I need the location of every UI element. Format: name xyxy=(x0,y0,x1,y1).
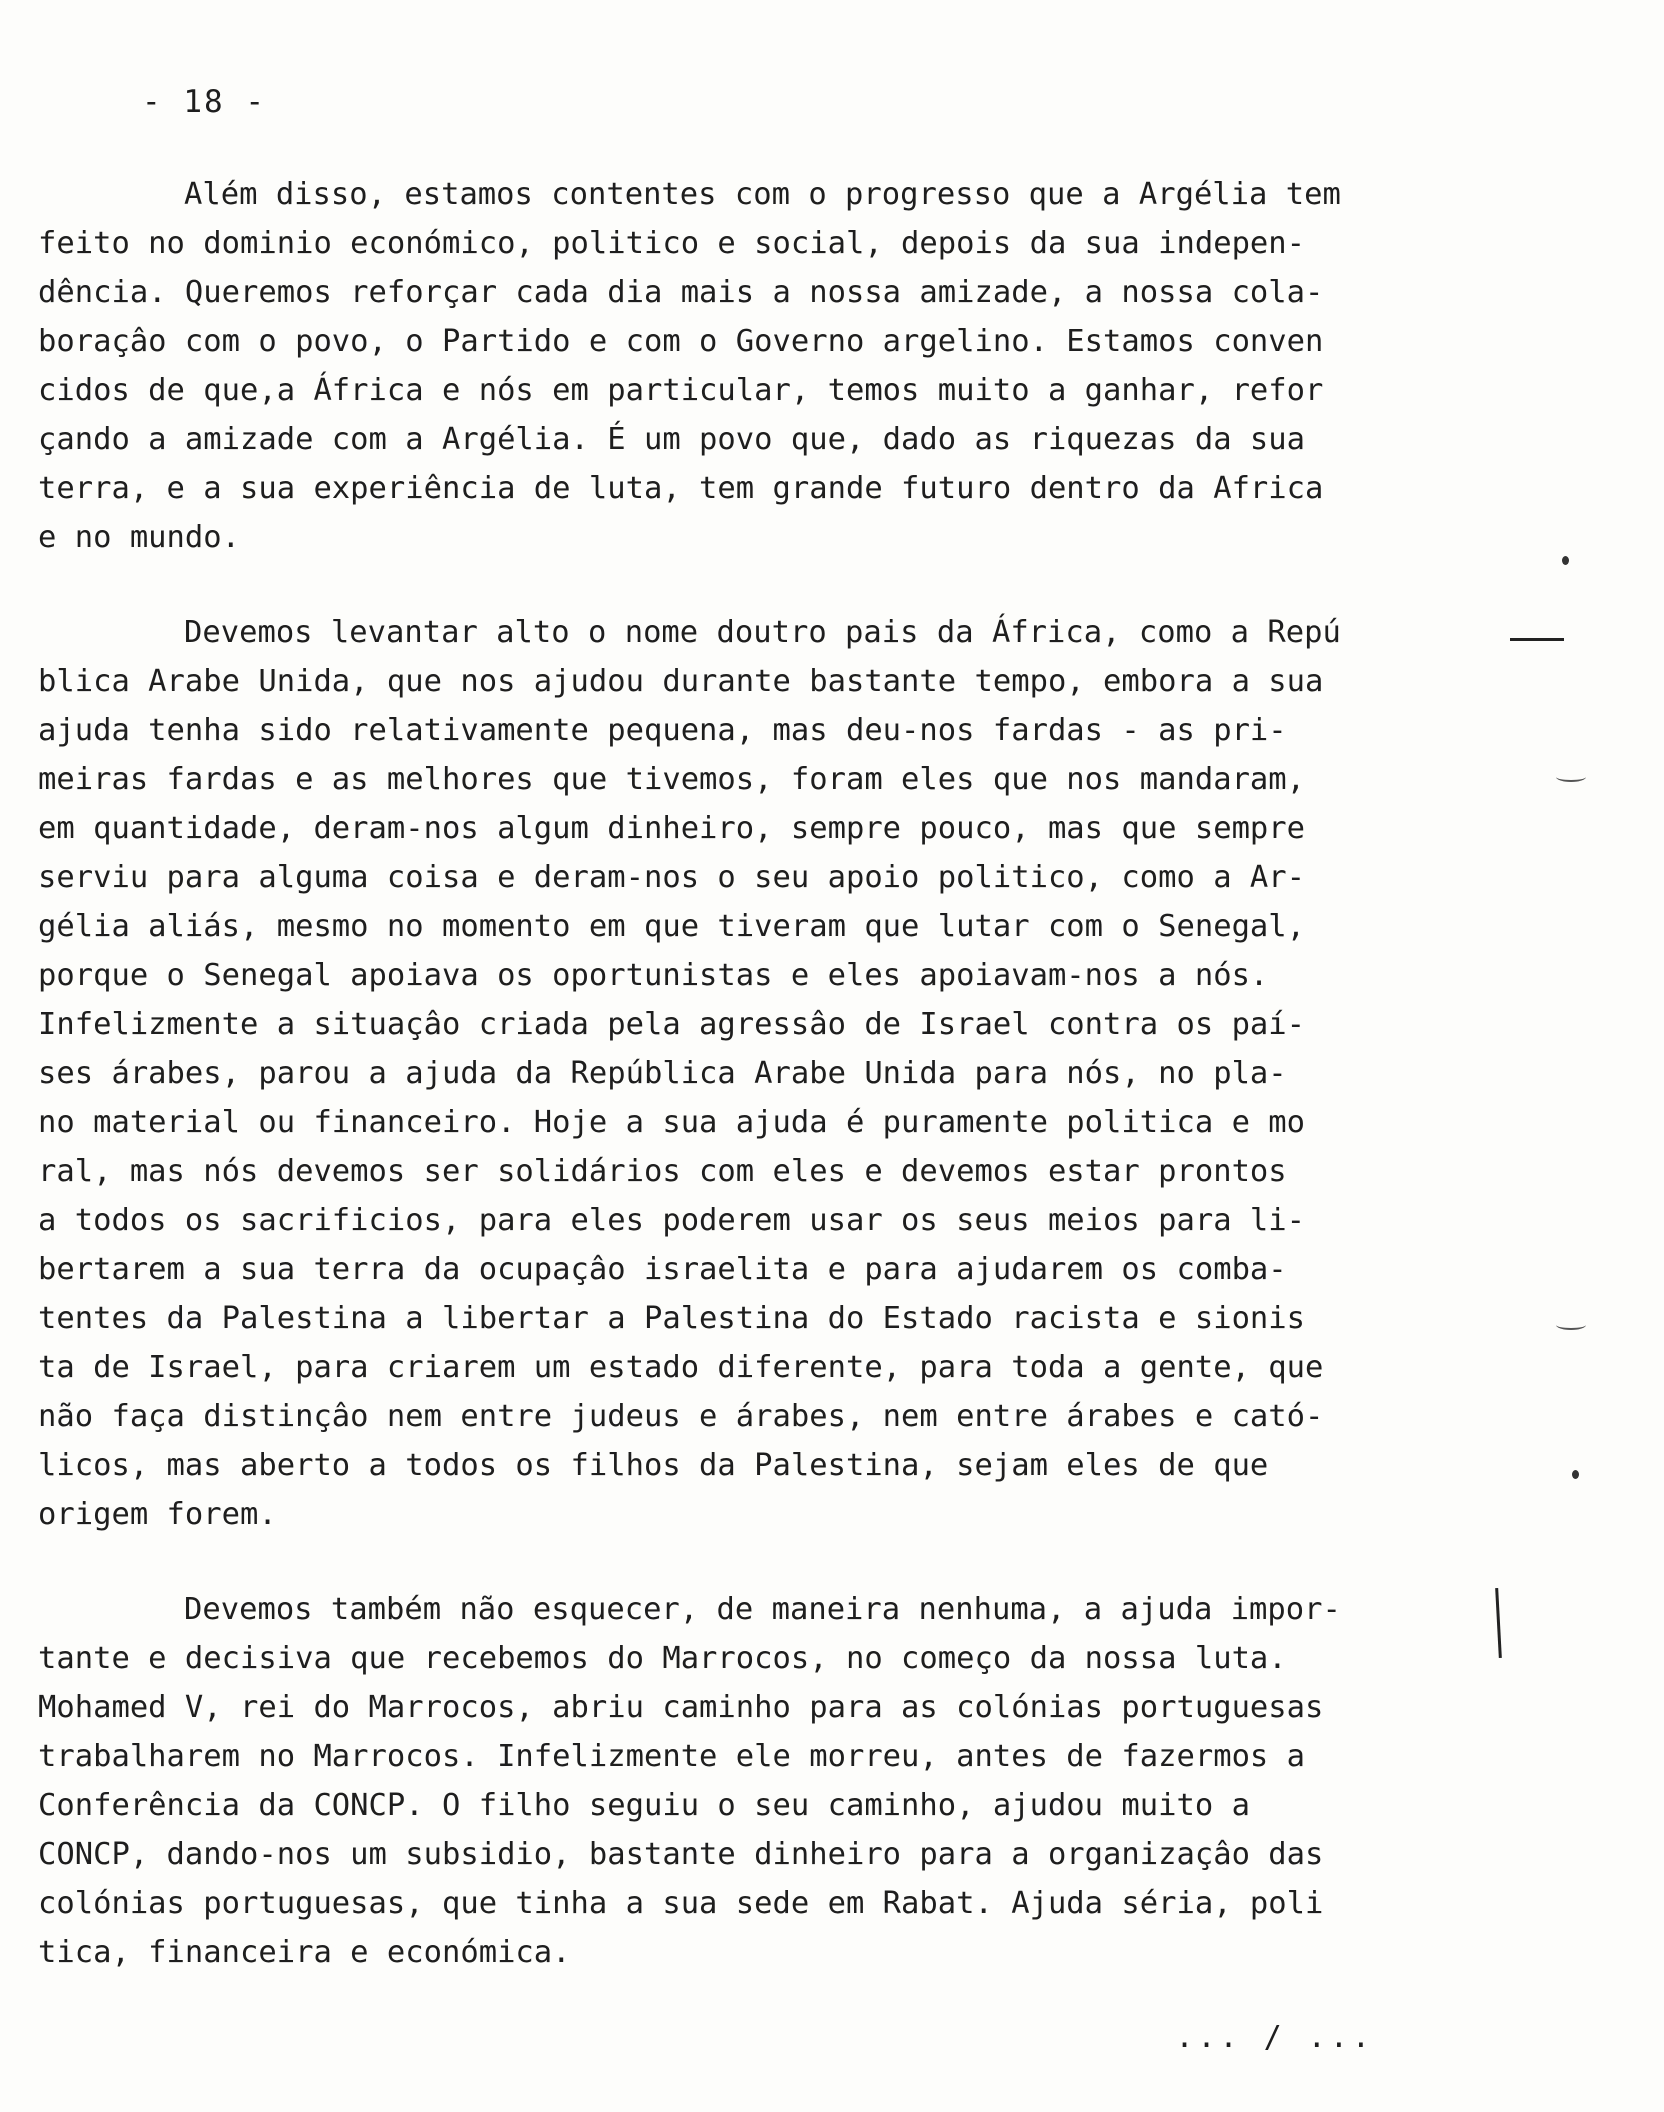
paragraph-3 xyxy=(38,1585,1518,1977)
text-line: CONCP, dando-nos um subsidio, bastante dinheiro para a organizaçâo das xyxy=(38,1837,1324,1872)
paragraph-1 xyxy=(38,170,1518,562)
text-line: porque o Senegal apoiava os oportunistas e eles apoiavam-nos a nós. xyxy=(38,958,1269,993)
text-line: dência. Queremos reforçar cada dia mais a nossa amizade, a nossa cola- xyxy=(38,275,1324,310)
continuation-marker: ... / ... xyxy=(1175,2020,1374,2055)
page-number: - 18 - xyxy=(142,84,266,120)
text-line: meiras fardas e as melhores que tivemos, foram eles que nos mandaram, xyxy=(38,762,1306,797)
text-line: e no mundo. xyxy=(38,520,240,555)
text-line: trabalharem no Marrocos. Infelizmente ele morreu, antes de fazermos a xyxy=(38,1739,1306,1774)
margin-dot-mark xyxy=(1562,556,1569,565)
text-line: a todos os sacrificios, para eles poderem usar os seus meios para li- xyxy=(38,1203,1306,1238)
text-line: feito no dominio económico, politico e social, depois da sua indepen- xyxy=(38,226,1306,261)
margin-dash-mark xyxy=(1510,638,1564,641)
text-line: tante e decisiva que recebemos do Marrocos, no começo da nossa luta. xyxy=(38,1641,1287,1676)
margin-dot-mark xyxy=(1572,1470,1579,1479)
text-line: Além disso, estamos contentes com o progresso que a Argélia tem xyxy=(184,177,1341,212)
text-line: em quantidade, deram-nos algum dinheiro, sempre pouco, mas que sempre xyxy=(38,811,1306,846)
text-line: serviu para alguma coisa e deram-nos o seu apoio politico, como a Ar- xyxy=(38,860,1306,895)
text-line: terra, e a sua experiência de luta, tem grande futuro dentro da Africa xyxy=(38,471,1324,506)
paragraph-2 xyxy=(38,608,1518,1539)
text-line: gélia aliás, mesmo no momento em que tiveram que lutar com o Senegal, xyxy=(38,909,1306,944)
text-line: no material ou financeiro. Hoje a sua ajuda é puramente politica e mo xyxy=(38,1105,1306,1140)
text-line: Devemos levantar alto o nome doutro pais da África, como a Repú xyxy=(184,615,1341,650)
body-text xyxy=(38,170,1518,2023)
text-line: ta de Israel, para criarem um estado diferente, para toda a gente, que xyxy=(38,1350,1324,1385)
text-line: ajuda tenha sido relativamente pequena, mas deu-nos fardas - as pri- xyxy=(38,713,1287,748)
text-line: cidos de que,a África e nós em particular, temos muito a ganhar, refor xyxy=(38,373,1324,408)
text-line: Infelizmente a situaçâo criada pela agressâo de Israel contra os paí- xyxy=(38,1007,1306,1042)
margin-curve-mark xyxy=(1556,772,1586,782)
text-line: licos, mas aberto a todos os filhos da Palestina, sejam eles de que xyxy=(38,1448,1269,1483)
text-line: blica Arabe Unida, que nos ajudou durante bastante tempo, embora a sua xyxy=(38,664,1324,699)
text-line: bertarem a sua terra da ocupaçâo israelita e para ajudarem os comba- xyxy=(38,1252,1287,1287)
text-line: ses árabes, parou a ajuda da República Arabe Unida para nós, no pla- xyxy=(38,1056,1287,1091)
text-line: boraçâo com o povo, o Partido e com o Governo argelino. Estamos conven xyxy=(38,324,1324,359)
text-line: colónias portuguesas, que tinha a sua sede em Rabat. Ajuda séria, poli xyxy=(38,1886,1324,1921)
text-line: não faça distinçâo nem entre judeus e árabes, nem entre árabes e cató- xyxy=(38,1399,1324,1434)
text-line: origem forem. xyxy=(38,1497,277,1532)
margin-curve-mark xyxy=(1556,1320,1586,1330)
text-line: Conferência da CONCP. O filho seguiu o seu caminho, ajudou muito a xyxy=(38,1788,1250,1823)
text-line: Devemos também não esquecer, de maneira nenhuma, a ajuda impor- xyxy=(184,1592,1341,1627)
text-line: ral, mas nós devemos ser solidários com eles e devemos estar prontos xyxy=(38,1154,1287,1189)
text-line: çando a amizade com a Argélia. É um povo que, dado as riquezas da sua xyxy=(38,422,1306,457)
text-line: Mohamed V, rei do Marrocos, abriu caminho para as colónias portuguesas xyxy=(38,1690,1324,1725)
text-line: tentes da Palestina a libertar a Palestina do Estado racista e sionis xyxy=(38,1301,1306,1336)
text-line: tica, financeira e económica. xyxy=(38,1935,571,1970)
